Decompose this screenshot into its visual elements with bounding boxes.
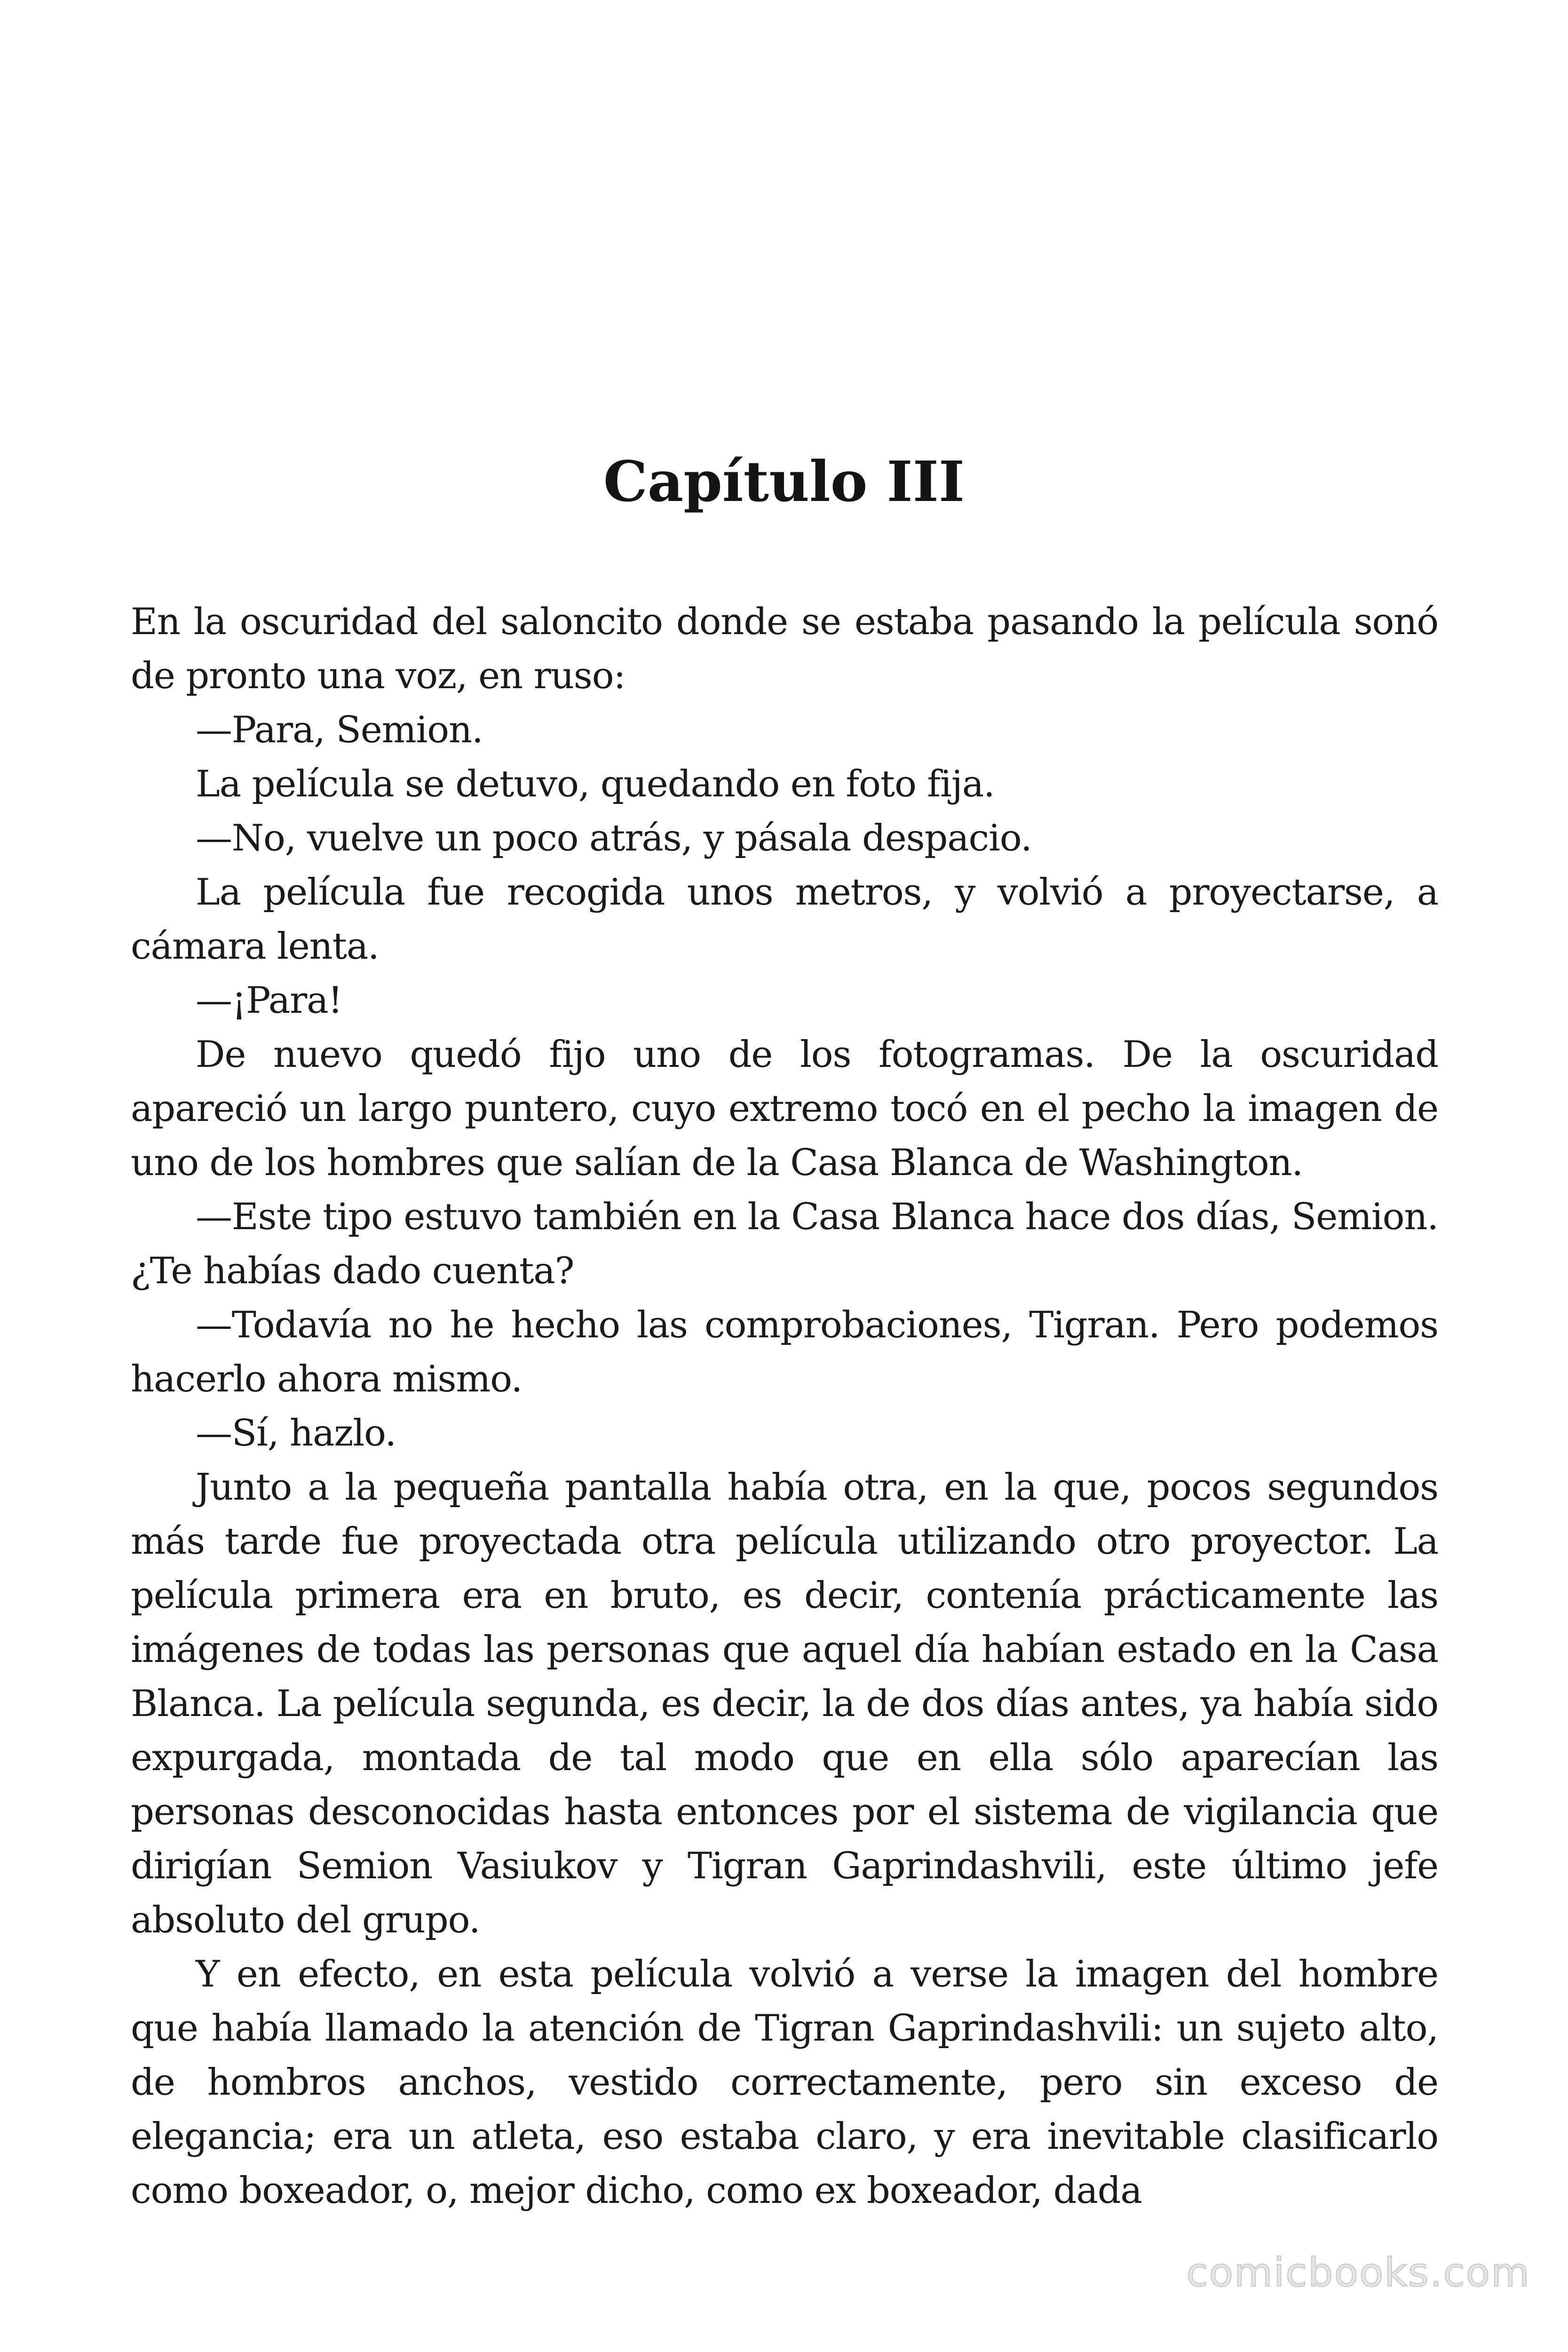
- paragraph: —Este tipo estuvo también en la Casa Blanca hace dos días, Semion. ¿Te habías dado cuenta?: [131, 1196, 1438, 1292]
- chapter-body: [131, 595, 1438, 2218]
- watermark: comicbooks.com: [1186, 2249, 1530, 2296]
- paragraph: Y en efecto, en esta película volvió a verse la imagen del hombre que había llamado la atención de Tigran Gaprindashvili: un sujeto alto, de hombros anchos, vestido correctamente, pero sin exceso de elegancia; era un atleta, eso estaba claro, y era inevitable clasificarlo como boxeador, o, mejor dicho, como ex boxeador, dada: [131, 1953, 1438, 2212]
- paragraph: —Para, Semion.: [196, 709, 483, 751]
- paragraph: Junto a la pequeña pantalla había otra, en la que, pocos segundos más tarde fue proyectada otra película utilizando otro proyector. La película primera era en bruto, es decir, contenía prácticamente las imágenes de todas las personas que aquel día habían estado en la Casa Blanca. La película segunda, es decir, la de dos días antes, ya había sido expurgada, montada de tal modo que en ella sólo aparecían las personas desconocidas hasta entonces por el sistema de vigilancia que dirigían Semion Vasiukov y Tigran Gaprindashvili, este último jefe absoluto del grupo.: [131, 1466, 1438, 1941]
- paragraph: —¡Para!: [196, 979, 342, 1022]
- paragraph: En la oscuridad del saloncito donde se estaba pasando la película sonó de pronto una voz, en ruso:: [131, 601, 1438, 697]
- paragraph: —No, vuelve un poco atrás, y pásala despacio.: [196, 817, 1032, 859]
- paragraph: La película fue recogida unos metros, y volvió a proyectarse, a cámara lenta.: [131, 871, 1438, 968]
- paragraph: La película se detuvo, quedando en foto fija.: [196, 763, 995, 805]
- paragraph: De nuevo quedó fijo uno de los fotogramas. De la oscuridad apareció un largo puntero, cuyo extremo tocó en el pecho la imagen de uno de los hombres que salían de la Casa Blanca de Washington.: [131, 1033, 1438, 1184]
- paragraph: —Todavía no he hecho las comprobaciones, Tigran. Pero podemos hacerlo ahora mismo.: [131, 1304, 1438, 1400]
- chapter-title: Capítulo III: [603, 449, 965, 514]
- paragraph: —Sí, hazlo.: [196, 1412, 396, 1454]
